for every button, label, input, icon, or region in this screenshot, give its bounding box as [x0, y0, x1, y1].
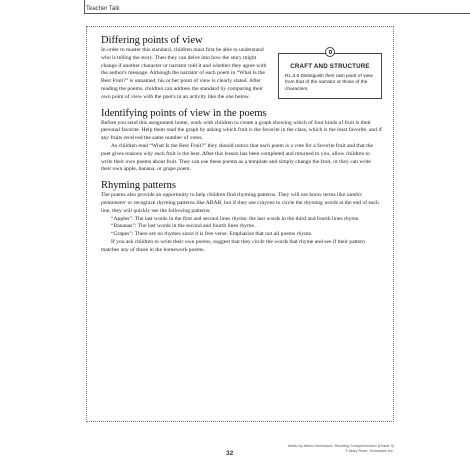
section3-closing-paragraph: If you ask children to write their own poems, suggest that they circle the words that rhyme and see if their pattern matches any of those in the homework poems.: [101, 238, 365, 253]
section2-paragraph-2: As children read “What Is the Best Fruit?” they should notice that each poem is a vote for a favorite fruit and that the poet gives reasons why each fruit is the best. After this lesson has been completed and returned to you, allow children to write their own poems about fruit. They can use these poems as a template and simply change the fruit, or they can write their own apple, banana, or grape poem.: [101, 142, 374, 173]
header-label: Teacher Talk: [86, 6, 120, 12]
section3-apples-pattern: “Apples”: The last words in the first and second lines rhyme; the last words in the third and fourth lines rhyme.: [111, 215, 360, 222]
sidebar-standard-text: RL.3.6 Distinguish their own point of view from that of the narrator or those of the characters.: [285, 73, 373, 92]
footer-credit: [288, 444, 394, 454]
sidebar-title: CRAFT AND STRUCTURE: [290, 63, 370, 70]
craft-structure-sidebar: [278, 53, 382, 99]
page-number: 32: [226, 450, 234, 457]
section1-paragraph: In order to master this standard, children must first be able to understand who is telling the story. Then they can delve into how the story might change if another character or narrator told it and whether they agree with the author's message. Although the narrator of each poem in “What Is the Best Fruit?” is unnamed, his or her point of view is clearly stated. After reading the poems, children can address the standard by comparing their own point of view with the poet's in an activity like the one below.: [101, 47, 267, 100]
header-tab-line: [84, 0, 85, 13]
apple-icon: [325, 47, 335, 57]
section3-p1-text-a: The poems also provide an opportunity to help children find rhyming patterns. They will not know terms like: [101, 192, 347, 199]
section3-p1-emphasis: iambic pentameter: [101, 192, 363, 206]
section-heading-differing-points: Differing points of view: [101, 35, 203, 46]
footer-credit-line-1: Week-by-Week Homework: Reading Comprehension (Grade 3): [287, 444, 394, 448]
section3-paragraph-1: [101, 192, 382, 215]
page-content: [101, 34, 382, 255]
footer-credit-line-2: © Mary Rose, Scholastic Inc.: [345, 449, 394, 453]
section2-paragraph-1: Before you send this assignment home, work with children to create a graph showing which of four kinds of fruit is their personal favorite. Help them read the graph by asking which fruit is the favorite in the class, which is the least favorite, and if any fruits received the same number of votes.: [101, 119, 382, 142]
section3-p1-text-b: or recognize rhyming patterns like ABAB, but if they use crayons to circle the rhyming words at the end of each line, they will quickly see the following patterns:: [101, 199, 379, 214]
sidebar-box: [278, 53, 382, 99]
section3-bananas-pattern: “Bananas”: The last words in the second and fourth lines rhyme.: [111, 223, 256, 230]
section3-grapes-pattern: “Grapes”: There are no rhymes since it is free verse. Emphasize that not all poems rhyme.: [111, 231, 313, 238]
section-heading-identifying-points: Identifying points of view in the poems: [101, 107, 267, 119]
header-rule: [84, 13, 470, 14]
section-heading-rhyming-patterns: Rhyming patterns: [101, 180, 176, 192]
